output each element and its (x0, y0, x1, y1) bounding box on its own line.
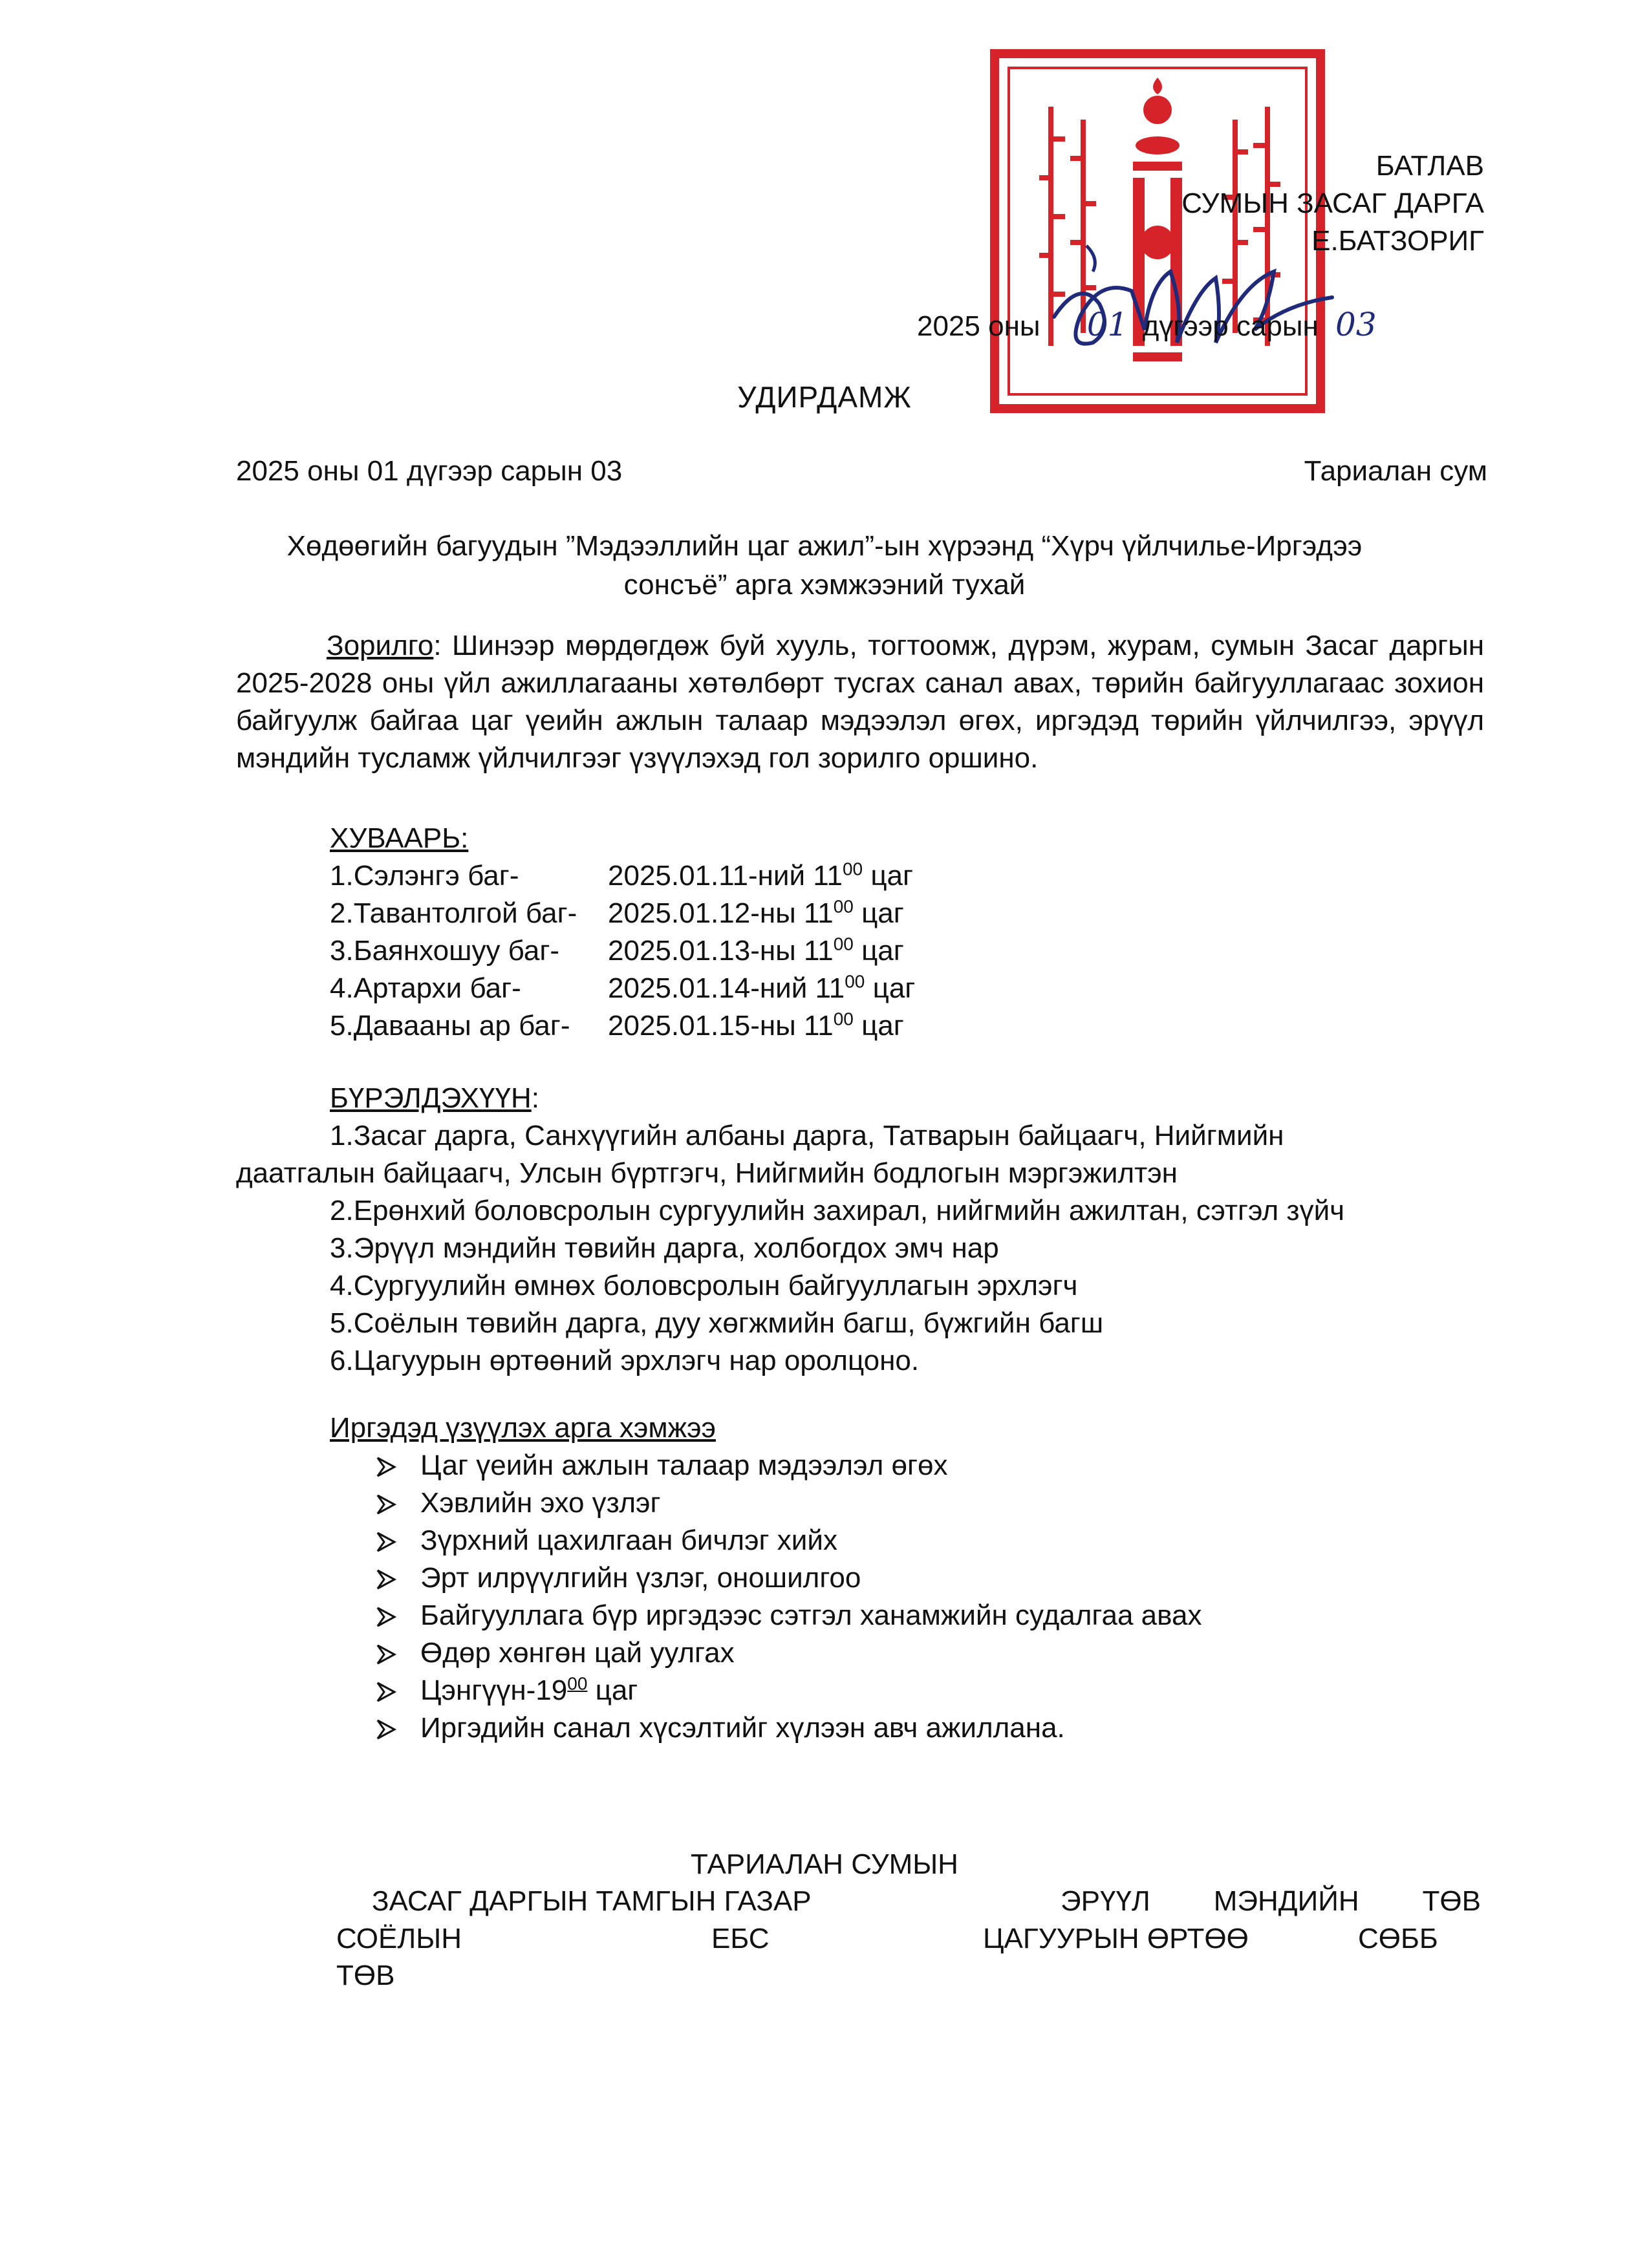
signatory-health-center: ЭРҮҮЛ МЭНДИЙН ТӨВ (1061, 1885, 1481, 1917)
signatory: ЗАСАГ ДАРГЫН ТАМГЫН ГАЗАР (372, 1885, 812, 1917)
schedule-unit: цаг (861, 897, 904, 929)
measure-item: Зүрхний цахилгаан бичлэг хийх (375, 1522, 837, 1559)
composition-item: 1.Засаг дарга, Санхүүгийн албаны дарга, Татварын байцаагч, Нийгмийн (330, 1120, 1284, 1151)
subject-line: Хөдөөгийн багуудын ”Мэдээллийн цаг ажил”-ын хүрээнд “Хүрч үйлчилье-Иргэдээ (286, 530, 1363, 562)
signatory: СОЁЛЫН ТӨВ (336, 1923, 462, 1992)
measure-item: Эрт илрүүлгийн үзлэг, оношилгоо (375, 1559, 861, 1596)
purpose-paragraph (236, 627, 1484, 777)
document-place: Тариалан сум (1304, 455, 1487, 487)
schedule-row (330, 932, 904, 969)
document-subject (0, 527, 1649, 604)
schedule-date: 2025.01.11-ний 11 (608, 860, 843, 892)
composition-heading (330, 1080, 539, 1117)
schedule-row (330, 895, 904, 932)
measure-item: Цаг үеийн ажлын талаар мэдээлэл өгөх (375, 1447, 947, 1484)
purpose-label: Зорилго (327, 630, 434, 661)
schedule-minutes: 00 (833, 1009, 854, 1029)
approval-month-suffix: дүгээр сарын (1142, 310, 1319, 342)
composition-item: 3.Эрүүл мэндийн төвийн дарга, холбогдох эмч нар (330, 1232, 999, 1264)
schedule-row (330, 970, 915, 1007)
schedule-unit: цаг (872, 972, 916, 1004)
schedule-unit: цаг (861, 935, 904, 967)
composition-item: 6.Цагуурын өртөөний эрхлэгч нар оролцоно. (330, 1345, 920, 1376)
composition-item-continued: даатгалын байцаагч, Улсын бүртгэгч, Нийгмийн бодлогын мэргэжилтэн (236, 1157, 1178, 1189)
signatory: ЕБС (711, 1923, 770, 1954)
schedule-date: 2025.01.13-ны 11 (608, 935, 834, 967)
schedule-heading: ХУВААРЬ: (330, 822, 469, 854)
schedule-unit: цаг (861, 1010, 904, 1042)
arrow-bullet-icon (375, 1522, 420, 1559)
measure-item: Иргэдийн санал хүсэлтийг хүлээн авч ажиллана. (375, 1709, 1065, 1746)
arrow-bullet-icon (375, 1634, 420, 1671)
schedule-date: 2025.01.15-ны 11 (608, 1010, 834, 1042)
approval-line: СУМЫН ЗАСАГ ДАРГА (1181, 187, 1484, 219)
arrow-bullet-icon (375, 1597, 420, 1634)
measure-item (375, 1672, 638, 1709)
approval-day-handwritten: 03 (1335, 306, 1377, 343)
measure-item: Өдөр хөнгөн цай уулгах (375, 1634, 735, 1671)
approval-month-handwritten: 01 (1086, 306, 1128, 343)
measure-item: Хэвлийн эхо үзлэг (375, 1484, 661, 1521)
schedule-date: 2025.01.12-ны 11 (608, 897, 834, 929)
purpose-text: : Шинээр мөрдөгдөж буй хууль, тогтоомж, дүрэм, журам, сумын Засаг даргын 2025-2028 оны үйл ажиллагааны хөтөлбөрт тусгах санал авах, төрийн байгууллагаас зохион байгуулж байгаа цаг үеийн ажлын талаар мэдээлэл өгөх, иргэдэд төрийн үйлчилгээ, эрүүл мэндийн тусламж үйлчилгээг үзүүлэхэд гол зорилго оршино. (236, 630, 1484, 774)
schedule-team: 5.Давааны ар баг- (330, 1010, 570, 1042)
arrow-bullet-icon (375, 1559, 420, 1596)
arrow-bullet-icon (375, 1447, 420, 1484)
arrow-bullet-icon (375, 1709, 420, 1746)
measures-heading: Иргэдэд үзүүлэх арга хэмжээ (330, 1412, 716, 1444)
dance-prefix: Цэнгүүн-19 (420, 1674, 568, 1706)
signatories-title: ТАРИАЛАН СУМЫН (691, 1848, 958, 1880)
schedule-date: 2025.01.14-ний 11 (608, 972, 845, 1004)
document-date: 2025 оны 01 дүгээр сарын 03 (236, 455, 623, 487)
schedule-team: 2.Тавантолгой баг- (330, 897, 577, 929)
document-title: УДИРДАМЖ (737, 380, 912, 414)
schedule-minutes: 00 (833, 896, 854, 917)
approval-line: БАТЛАВ (1375, 150, 1484, 182)
schedule-row (330, 1007, 904, 1044)
subject-line: сонсъё” арга хэмжээний тухай (623, 569, 1026, 601)
approval-date (917, 304, 1377, 346)
arrow-bullet-icon (375, 1672, 420, 1709)
composition-label: БҮРЭЛДЭХҮҮН (330, 1082, 532, 1114)
signatory: ЦАГУУРЫН ӨРТӨӨ (983, 1923, 1249, 1954)
approval-year: 2025 оны (917, 310, 1040, 342)
signatory: СӨББ (1358, 1923, 1438, 1954)
schedule-team: 1.Сэлэнгэ баг- (330, 860, 519, 892)
approval-line: Е.БАТЗОРИГ (1311, 225, 1484, 257)
schedule-row (330, 857, 913, 894)
composition-item: 2.Ерөнхий боловсролын сургуулийн захирал, нийгмийн ажилтан, сэтгэл зүйч (330, 1195, 1345, 1226)
schedule-team: 3.Баянхошуу баг- (330, 935, 560, 967)
schedule-unit: цаг (870, 860, 914, 892)
schedule-minutes: 00 (833, 934, 854, 954)
schedule-team: 4.Артархи баг- (330, 972, 521, 1004)
composition-item: 4.Сургуулийн өмнөх боловсролын байгууллагын эрхлэгч (330, 1270, 1078, 1301)
measure-item: Байгууллага бүр иргэдээс сэтгэл ханамжийн судалгаа авах (375, 1597, 1202, 1634)
approval-block (1181, 147, 1484, 260)
composition-colon: : (531, 1082, 539, 1114)
composition-item: 5.Соёлын төвийн дарга, дуу хөгжмийн багш, бүжгийн багш (330, 1307, 1104, 1339)
schedule-minutes: 00 (845, 971, 865, 992)
schedule-minutes: 00 (842, 859, 863, 879)
dance-minutes: 00 (567, 1673, 588, 1694)
dance-suffix: цаг (587, 1674, 638, 1706)
arrow-bullet-icon (375, 1484, 420, 1521)
